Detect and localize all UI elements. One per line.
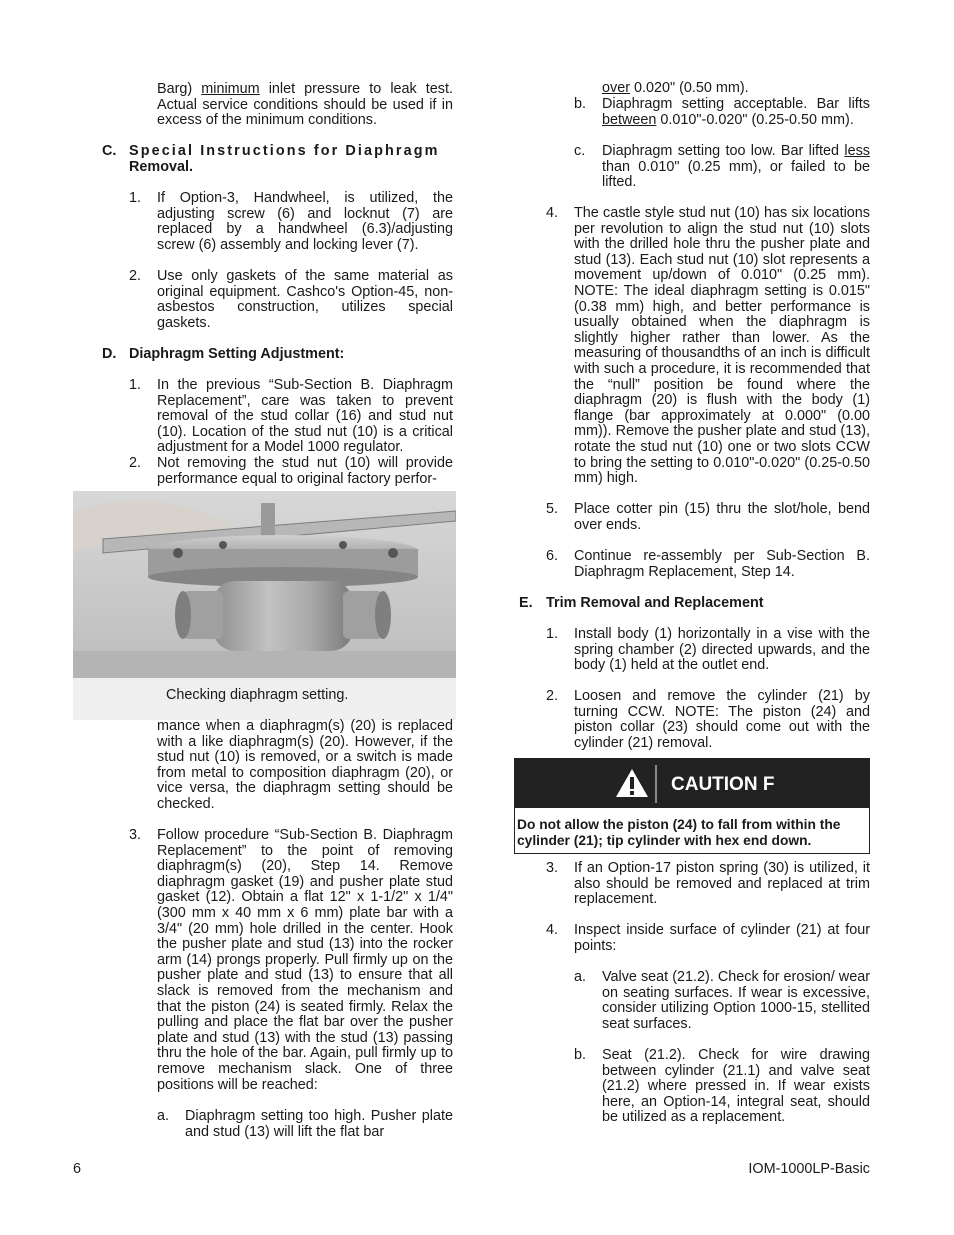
diaphragm-setting-photo (73, 491, 456, 678)
e2-number: 2. (546, 688, 559, 704)
section-d-title: Diaphragm Setting Adjustment: (129, 346, 345, 362)
section-c-letter: C. (102, 143, 117, 159)
d1-number: 1. (129, 377, 142, 393)
minimum-underlined: minimum (201, 81, 260, 97)
e4b-letter: b. (574, 1047, 587, 1063)
d2-text-part-a: Not removing the stud nut (10) will provide performance equal to original factory perfor- (157, 455, 453, 487)
d3a-text: Diaphragm setting too high. Pusher plate and stud (13) will lift the flat bar (185, 1108, 453, 1140)
section-e-letter: E. (519, 595, 533, 611)
caution-title: CAUTION F (671, 774, 775, 795)
warning-triangle-icon (615, 768, 649, 798)
e3-text: If an Option-17 piston spring (30) is utilized, it also should be removed and replaced at trim replacement. (574, 860, 870, 908)
caution-box (514, 758, 870, 854)
d1-text: In the previous “Sub-Section B. Diaphragm Replacement”, care was taken to prevent removal of the stud collar (16) and stud nut (10). Location of the stud nut (10) is a critical adjustment for a Model 1000 regulator. (157, 377, 453, 456)
d4-text: The castle style stud nut (10) has six locations per revolution to align the stud nut (10) slots with the drilled hole thru the pusher plate and stud (13). Each stud nut (10) slot represents a movement up/down of 0.010" (0.25 mm). NOTE: The ideal diaphragm setting is 0.015" (0.38 mm) high, and better performance is usually obtained when the diaphragm is slightly higher rather than lower. As the measuring of thousandths of an inch is difficult with such a procedure, it is recommended that the “null” position be found where the diaphragm (20) is flush with the body (1) flange (bar approximately at 0.000" (0.00 mm)). Remove the pusher plate and stud (13), rotate the stud nut (10) one or two slots CCW to bring the setting to 0.010"-0.020" (0.25-0.50 mm) high. (574, 205, 870, 487)
e1-text: Install body (1) horizontally in a vise with the spring chamber (2) directed upwards, and the body (1) held at the outlet end. (574, 626, 870, 674)
d3-text: Follow procedure “Sub-Section B. Diaphragm Replacement” to the point of removing diaphragm(s) (20), Step 14. Remove diaphragm gasket (19) and pusher plate stud gasket (12). Obtain a flat 12" x 1-1/2" x 1/4" (300 mm x 40 mm x 6 mm) plate bar with a 3/4" (20 mm) hole drilled in the center. Hook the pusher plate and stud (13) into the rocker arm (14) prongs properly. Pull firmly up on the pusher plate and stud (13) to ensure that all slack is removed from the mechanism and that the piston (24) is seated firmly. Relax the pulling and place the flat bar over the pusher plate and stud (13) with the stud (13) passing thru the hole of the bar. Again, pull firmly up to remove mechanism slack. One of three positions will be reached: (157, 827, 453, 1093)
c1-number: 1. (129, 190, 142, 206)
b-letter: b. (574, 96, 587, 112)
c2-number: 2. (129, 268, 142, 284)
d5-number: 5. (546, 501, 559, 517)
intro-paragraph: Barg) minimum inlet pressure to leak test. Actual service conditions should be used if in excess of the minimum conditions. (157, 81, 453, 129)
a-continued: over 0.020" (0.50 mm). (602, 80, 749, 96)
c2-text: Use only gaskets of the same material as original equipment. Cashco's Option-45, non-asbestos construction, utilizes special gaskets. (157, 268, 453, 331)
section-c-title-line2: Removal. (129, 159, 193, 175)
e4b-text: Seat (21.2). Check for wire drawing between cylinder (21.1) and valve seat (21.2) where pressed in. If wear exists here, an Option-14, integral seat, should be utilized as a replacement. (602, 1047, 870, 1126)
section-c-title-line1: Special Instructions for Diaphragm (129, 143, 440, 159)
c1-text: If Option-3, Handwheel, is utilized, the adjusting screw (6) and locknut (7) are replaced by a handwheel (6.3)/adjusting screw (6) assembly and locking lever (7). (157, 190, 453, 253)
e1-number: 1. (546, 626, 559, 642)
e2-text: Loosen and remove the cylinder (21) by turning CCW. NOTE: The piston (24) and piston collar (23) should come out with the cylinder (21) removal. (574, 688, 870, 751)
e4-number: 4. (546, 922, 559, 938)
d6-text: Continue re-assembly per Sub-Section B. Diaphragm Replacement, Step 14. (574, 548, 870, 580)
d3a-letter: a. (157, 1108, 170, 1124)
photo-caption: Checking diaphragm setting. (166, 687, 349, 703)
regulator-photo-illustration (73, 491, 456, 678)
d2-text-part-b: mance when a diaphragm(s) (20) is replaced with a like diaphragm(s) (20). However, if the stud nut (10) is removed, or a switch is made from metal to composition diaphragm (20), or vice versa, the diaphragm setting should be checked. (157, 718, 453, 812)
d3-number: 3. (129, 827, 142, 843)
d4-number: 4. (546, 205, 559, 221)
section-d-letter: D. (102, 346, 117, 362)
caution-separator (655, 765, 657, 803)
e4a-text: Valve seat (21.2). Check for erosion/ wear on seating surfaces. If wear is excessive, consider utilizing Option 1000-15, stellited seat surfaces. (602, 969, 870, 1032)
b-text: Diaphragm setting acceptable. Bar lifts between 0.010"-0.020" (0.25-0.50 mm). (602, 96, 870, 128)
document-id: IOM-1000LP-Basic (748, 1161, 870, 1177)
caution-text: Do not allow the piston (24) to fall from within the cylinder (21); tip cylinder with hex end down. (517, 817, 841, 848)
e3-number: 3. (546, 860, 559, 876)
d2-number: 2. (129, 455, 142, 471)
e4a-letter: a. (574, 969, 587, 985)
c-text: Diaphragm setting too low. Bar lifted less than 0.010" (0.25 mm), or failed to be lifted. (602, 143, 870, 191)
d6-number: 6. (546, 548, 559, 564)
caution-header (515, 759, 869, 808)
e4-text: Inspect inside surface of cylinder (21) at four points: (574, 922, 870, 954)
c-letter: c. (574, 143, 586, 159)
d5-text: Place cotter pin (15) thru the slot/hole, bend over ends. (574, 501, 870, 533)
section-e-title: Trim Removal and Replacement (546, 595, 764, 611)
page-number: 6 (73, 1161, 82, 1177)
